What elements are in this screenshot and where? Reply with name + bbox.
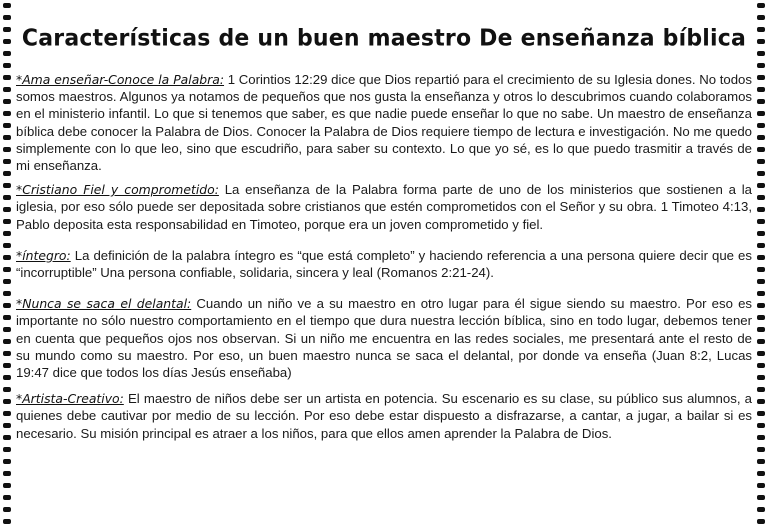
border-dash [3, 459, 11, 464]
border-dash [3, 183, 11, 188]
border-dash [757, 171, 765, 176]
border-dash [3, 375, 11, 380]
border-dash [3, 75, 11, 80]
border-dash [3, 99, 11, 104]
border-dash [757, 195, 765, 200]
border-dash [757, 123, 765, 128]
border-dash [3, 423, 11, 428]
border-dash [3, 195, 11, 200]
border-dash [3, 363, 11, 368]
border-dash [757, 471, 765, 476]
border-dash [757, 495, 765, 500]
border-dash [757, 423, 765, 428]
section-text: La definición de la palabra íntegro es “que está completo” y haciendo referencia a una persona quiere decir que es “incorruptible” Una persona confiable, solidaria, sincera y leal (Romanos 2:21-24). [16, 247, 752, 281]
border-dash [3, 63, 11, 68]
border-dash [3, 483, 11, 488]
border-dash [3, 27, 11, 32]
border-dash [757, 519, 765, 524]
border-dash [757, 303, 765, 308]
border-dash [757, 351, 765, 356]
border-dash [757, 363, 765, 368]
section-cristiano-fiel [16, 181, 752, 233]
border-dash [757, 51, 765, 56]
border-dash [3, 243, 11, 248]
section-heading: *Ama enseñar-Conoce la Palabra: [16, 72, 225, 87]
border-dash [757, 231, 765, 236]
border-dash [3, 111, 11, 116]
border-dash [757, 435, 765, 440]
border-dash [757, 327, 765, 332]
border-dash [757, 399, 765, 404]
border-dash [757, 411, 765, 416]
sections [16, 71, 752, 442]
border-dash [3, 351, 11, 356]
document-page [16, 0, 752, 532]
border-dash [757, 255, 765, 260]
section-artista-creativo [16, 390, 752, 442]
border-dash [3, 15, 11, 20]
border-dash [757, 87, 765, 92]
border-dash [757, 99, 765, 104]
border-dash [757, 447, 765, 452]
left-dashed-border [0, 0, 14, 532]
border-dash [757, 279, 765, 284]
border-dash [3, 387, 11, 392]
border-dash [757, 507, 765, 512]
section-heading: *Cristiano Fiel y comprometido: [16, 182, 219, 198]
border-dash [757, 315, 765, 320]
border-dash [3, 159, 11, 164]
border-dash [757, 483, 765, 488]
border-dash [3, 495, 11, 500]
border-dash [757, 3, 765, 8]
border-dash [757, 339, 765, 344]
border-dash [757, 147, 765, 152]
border-dash [757, 243, 765, 248]
border-dash [3, 471, 11, 476]
border-dash [757, 39, 765, 44]
border-dash [3, 303, 11, 308]
section-text: La enseñanza de la Palabra forma parte de uno de los ministerios que sostienen a la iglesia, por eso sólo puede ser depositada sobre cristianos que estén comprometidos con el Señor y su obra. 1 Timoteo 4:13, Pablo deposita esta responsabilidad en Timoteo, porque era un joven comprometido y fiel. [16, 182, 752, 232]
border-dash [3, 171, 11, 176]
section-ama-ensenar [16, 71, 752, 174]
border-dash [3, 255, 11, 260]
border-dash [3, 447, 11, 452]
border-dash [757, 63, 765, 68]
border-dash [3, 87, 11, 92]
border-dash [3, 435, 11, 440]
border-dash [757, 459, 765, 464]
border-dash [757, 375, 765, 380]
page-title: Características de un buen maestro De enseñanza bíblica [21, 25, 747, 52]
border-dash [3, 339, 11, 344]
border-dash [3, 267, 11, 272]
border-dash [3, 3, 11, 8]
border-dash [757, 267, 765, 272]
right-dashed-border [754, 0, 768, 532]
section-heading: *íntegro: [16, 247, 71, 263]
border-dash [3, 219, 11, 224]
border-dash [3, 135, 11, 140]
section-delantal [16, 295, 752, 381]
border-dash [3, 399, 11, 404]
border-dash [757, 159, 765, 164]
border-dash [757, 183, 765, 188]
border-dash [757, 27, 765, 32]
border-dash [3, 279, 11, 284]
border-dash [3, 315, 11, 320]
border-dash [757, 291, 765, 296]
border-dash [3, 51, 11, 56]
border-dash [3, 123, 11, 128]
section-text: El maestro de niños debe ser un artista en potencia. Su escenario es su clase, su público sus alumnos, a quienes debe cautivar por medio de su lección. Por eso debe estar dispuesto a disfrazarse, a cantar, a jugar, a bailar si es necesario. Su misión principal es atraer a los niños, para que ellos amen aprender la Palabra de Dios. [16, 391, 752, 441]
border-dash [3, 207, 11, 212]
border-dash [3, 147, 11, 152]
section-text: Cuando un niño ve a su maestro en otro lugar para él sigue siendo su maestro. Por eso es importante no sólo nuestro comportamiento en el tiempo que dura nuestra lección bíblica, sino en todo lugar, debemos tener en cuenta que pequeños ojos nos observan. Si un niño me encuentra en las redes sociales, me presentará ante el resto de su mundo como su maestro. Por eso, un buen maestro nunca se saca el delantal, por donde va enseña (Juan 8:2, Lucas 19:47 dice que todos los días Jesús enseñaba) [16, 296, 753, 381]
border-dash [757, 387, 765, 392]
border-dash [757, 15, 765, 20]
border-dash [3, 39, 11, 44]
border-dash [3, 519, 11, 524]
border-dash [757, 219, 765, 224]
border-dash [757, 111, 765, 116]
border-dash [3, 291, 11, 296]
border-dash [757, 75, 765, 80]
border-dash [3, 411, 11, 416]
border-dash [757, 135, 765, 140]
border-dash [3, 231, 11, 236]
border-dash [757, 207, 765, 212]
border-dash [3, 507, 11, 512]
section-heading: *Artista-Creativo: [16, 391, 124, 407]
section-heading: *Nunca se saca el delantal: [16, 296, 192, 312]
border-dash [3, 327, 11, 332]
section-integro [16, 247, 752, 281]
section-text: 1 Corintios 12:29 dice que Dios repartió para el crecimiento de su Iglesia dones. No todos somos maestros. Algunos ya notamos de pequeños que nos gusta la enseñanza y otros lo descubrimos cuando colaboramos en el ministerio infantil. Lo que si tenemos que saber, es que nadie puede enseñar lo que no sabe. Un maestro de enseñanza bíblica debe conocer la Palabra de Dios. Conocer la Palabra de Dios requiere tiempo de lectura e investigación. No me quedo simplemente con lo que leo, sino que escudriño, para saber su contexto. Lo que yo sé, es lo que puedo trasmitir a través de mi enseñanza. [16, 72, 753, 174]
